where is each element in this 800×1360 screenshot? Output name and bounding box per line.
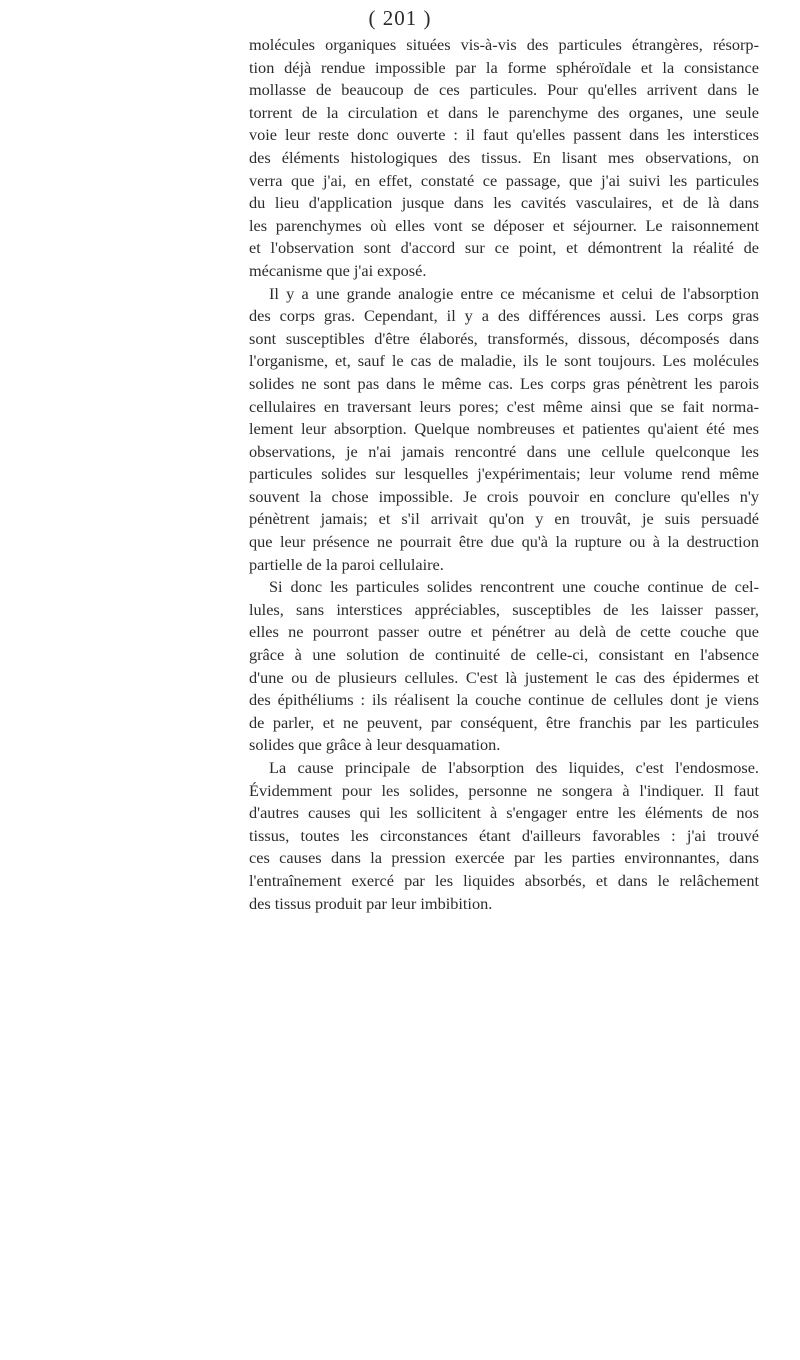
text-line: particules solides sur lesquelles j'expérimentais; leur volume rend même bbox=[249, 464, 759, 484]
text-line: elles ne pourront passer outre et pénétrer au delà de cette couche que bbox=[249, 622, 759, 642]
text-line: des épithéliums : ils réalisent la couche continue de cellules dont je viens bbox=[249, 690, 759, 710]
text-line: l'organisme, et, sauf le cas de maladie, ils le sont toujours. Les molécules bbox=[249, 351, 759, 371]
text-line: des éléments histologiques des tissus. En lisant mes observations, on bbox=[249, 147, 759, 167]
paragraph bbox=[249, 576, 759, 757]
text-line: sont susceptibles d'être élaborés, transformés, dissous, décomposés dans bbox=[249, 328, 759, 348]
text-line: verra que j'ai, en effet, constaté ce passage, que j'ai suivi les particules bbox=[249, 170, 759, 190]
text-body bbox=[249, 34, 759, 915]
text-line: ces causes dans la pression exercée par les parties environnantes, dans bbox=[249, 848, 759, 868]
text-line: tissus, toutes les circonstances étant d'ailleurs favorables : j'ai trouvé bbox=[249, 825, 759, 845]
text-line: et l'observation sont d'accord sur ce point, et démontrent la réalité de bbox=[249, 238, 759, 258]
text-line: que leur présence ne pourrait être due qu'à la rupture ou à la destruction bbox=[249, 532, 759, 552]
text-line: voie leur reste donc ouverte : il faut qu'elles passent dans les interstices bbox=[249, 125, 759, 145]
text-line: Il y a une grande analogie entre ce mécanisme et celui de l'absorption bbox=[269, 283, 759, 303]
text-line: lules, sans interstices appréciables, susceptibles de les laisser passer, bbox=[249, 599, 759, 619]
text-line: grâce à une solution de continuité de celle-ci, consistant en l'absence bbox=[249, 645, 759, 665]
text-line: tion déjà rendue impossible par la forme sphéroïdale et la consistance bbox=[249, 57, 759, 77]
text-line: des corps gras. Cependant, il y a des différences aussi. Les corps gras bbox=[249, 306, 759, 326]
text-line: mécanisme que j'ai exposé. bbox=[249, 260, 427, 280]
text-line: Si donc les particules solides rencontrent une couche continue de cel- bbox=[269, 577, 759, 597]
text-line: d'autres causes qui les sollicitent à s'engager entre les éléments de nos bbox=[249, 803, 759, 823]
paragraph bbox=[249, 757, 759, 915]
text-line: les parenchymes où elles vont se déposer et séjourner. Le raisonnement bbox=[249, 215, 759, 235]
text-line: d'une ou de plusieurs cellules. C'est là justement le cas des épidermes et bbox=[249, 667, 759, 687]
text-line: La cause principale de l'absorption des liquides, c'est l'endosmose. bbox=[269, 758, 759, 777]
text-line: souvent la chose impossible. Je crois pouvoir en conclure qu'elles n'y bbox=[249, 486, 759, 506]
text-line: pénètrent jamais; et s'il arrivait qu'on y en trouvât, je suis persuadé bbox=[249, 509, 759, 529]
text-line: observations, je n'ai jamais rencontré dans une cellule quelconque les bbox=[249, 441, 759, 461]
text-line: solides que grâce à leur desquamation. bbox=[249, 735, 501, 755]
paragraph bbox=[249, 283, 759, 577]
text-line: solides ne sont pas dans le même cas. Les corps gras pénètrent les parois bbox=[249, 373, 759, 393]
text-line: lement leur absorption. Quelque nombreuses et patientes qu'aient été mes bbox=[249, 419, 759, 439]
text-line: partielle de la paroi cellulaire. bbox=[249, 554, 444, 574]
page-number: ( 201 ) bbox=[368, 6, 432, 30]
text-line: torrent de la circulation et dans le parenchyme des organes, une seule bbox=[249, 102, 759, 122]
text-line: molécules organiques situées vis-à-vis des particules étrangères, résorp- bbox=[249, 35, 759, 54]
paragraph bbox=[249, 34, 759, 283]
text-line: du lieu d'application jusque dans les cavités vasculaires, et de là dans bbox=[249, 193, 759, 213]
text-line: des tissus produit par leur imbibition. bbox=[249, 893, 493, 913]
text-line: de parler, et ne peuvent, par conséquent, être franchis par les particules bbox=[249, 712, 759, 732]
text-line: mollasse de beaucoup de ces particules. Pour qu'elles arrivent dans le bbox=[249, 80, 759, 100]
text-line: l'entraînement exercé par les liquides absorbés, et dans le relâchement bbox=[249, 870, 759, 890]
text-line: cellulaires en traversant leurs pores; c'est même ainsi que se fait norma- bbox=[249, 396, 759, 416]
text-line: Évidemment pour les solides, personne ne songera à l'indiquer. Il faut bbox=[249, 780, 759, 800]
